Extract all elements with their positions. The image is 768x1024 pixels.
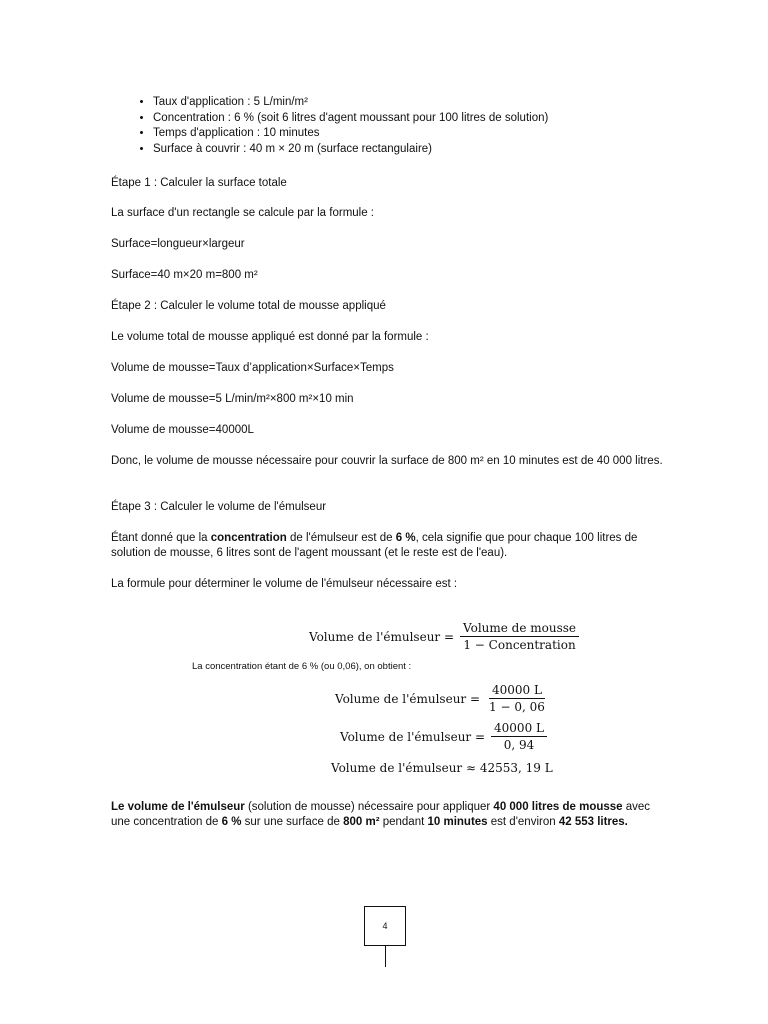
final-conclusion: Le volume de l'émulseur (solution de mousse) nécessaire pour appliquer 40 000 litres de mousse avec une concentration de 6 % sur une surface de 800 m² pendant 10 minutes est d'environ 42 553 litres. [111,801,651,828]
equation-result: Volume de l'émulseur ≈ 42553, 19 L [331,761,553,775]
step3-intro: Étant donné que la concentration de l'émulseur est de 6 %, cela signifie que pour chaque 100 litres de solution de mousse, 6 litres sont de l'agent moussant (et le reste est de l'eau). [111,532,638,559]
equation-general: Volume de l'émulseur = $\frac{\text{Volume de mousse}}{\text{1 − Concentration}}$ [309,621,579,652]
step1-intro: La surface d'un rectangle se calcule par la formule : [111,207,375,219]
step3-formula-intro: La formule pour déterminer le volume de l'émulseur nécessaire est : [111,578,458,590]
page-number: 4 [382,921,388,931]
step2-conclusion: Donc, le volume de mousse nécessaire pour couvrir la surface de 800 m² en 10 minutes est de 40 000 litres. [111,455,663,467]
step1-title: Étape 1 : Calculer la surface totale [111,177,287,189]
equation-simplified: Volume de l'émulseur = $\frac{40000 L}{0, 94}$ [340,721,547,752]
list-item: • Taux d'application : 5 L/min/m² [153,95,548,111]
step1-formula: Surface=longueur×largeur [111,238,245,250]
step2-title: Étape 2 : Calculer le volume total de mousse appliqué [111,300,386,312]
page-footer-line [385,945,386,967]
step2-formula: Volume de mousse=Taux d’application×Surface×Temps [111,362,394,374]
step2-calc: Volume de mousse=5 L/min/m²×800 m²×10 min [111,393,354,405]
page-number-box [364,906,406,946]
step2-intro: Le volume total de mousse appliqué est donné par la formule : [111,331,429,343]
equation-substituted: Volume de l'émulseur = $\frac{40000 L}{1 - 0, 06}$ [335,683,545,714]
step1-result: Surface=40 m×20 m=800 m² [111,269,258,281]
list-item: • Concentration : 6 % (soit 6 litres d'agent moussant pour 100 litres de solution) [153,111,548,127]
concentration-note: La concentration étant de 6 % (ou 0,06), on obtient : [192,661,412,672]
list-item: • Temps d'application : 10 minutes [153,126,548,142]
list-item: • Surface à couvrir : 40 m × 20 m (surface rectangulaire) [153,142,548,158]
step2-result: Volume de mousse=40000L [111,424,254,436]
parameter-list [111,95,548,157]
step3-title: Étape 3 : Calculer le volume de l'émulseur [111,501,327,513]
